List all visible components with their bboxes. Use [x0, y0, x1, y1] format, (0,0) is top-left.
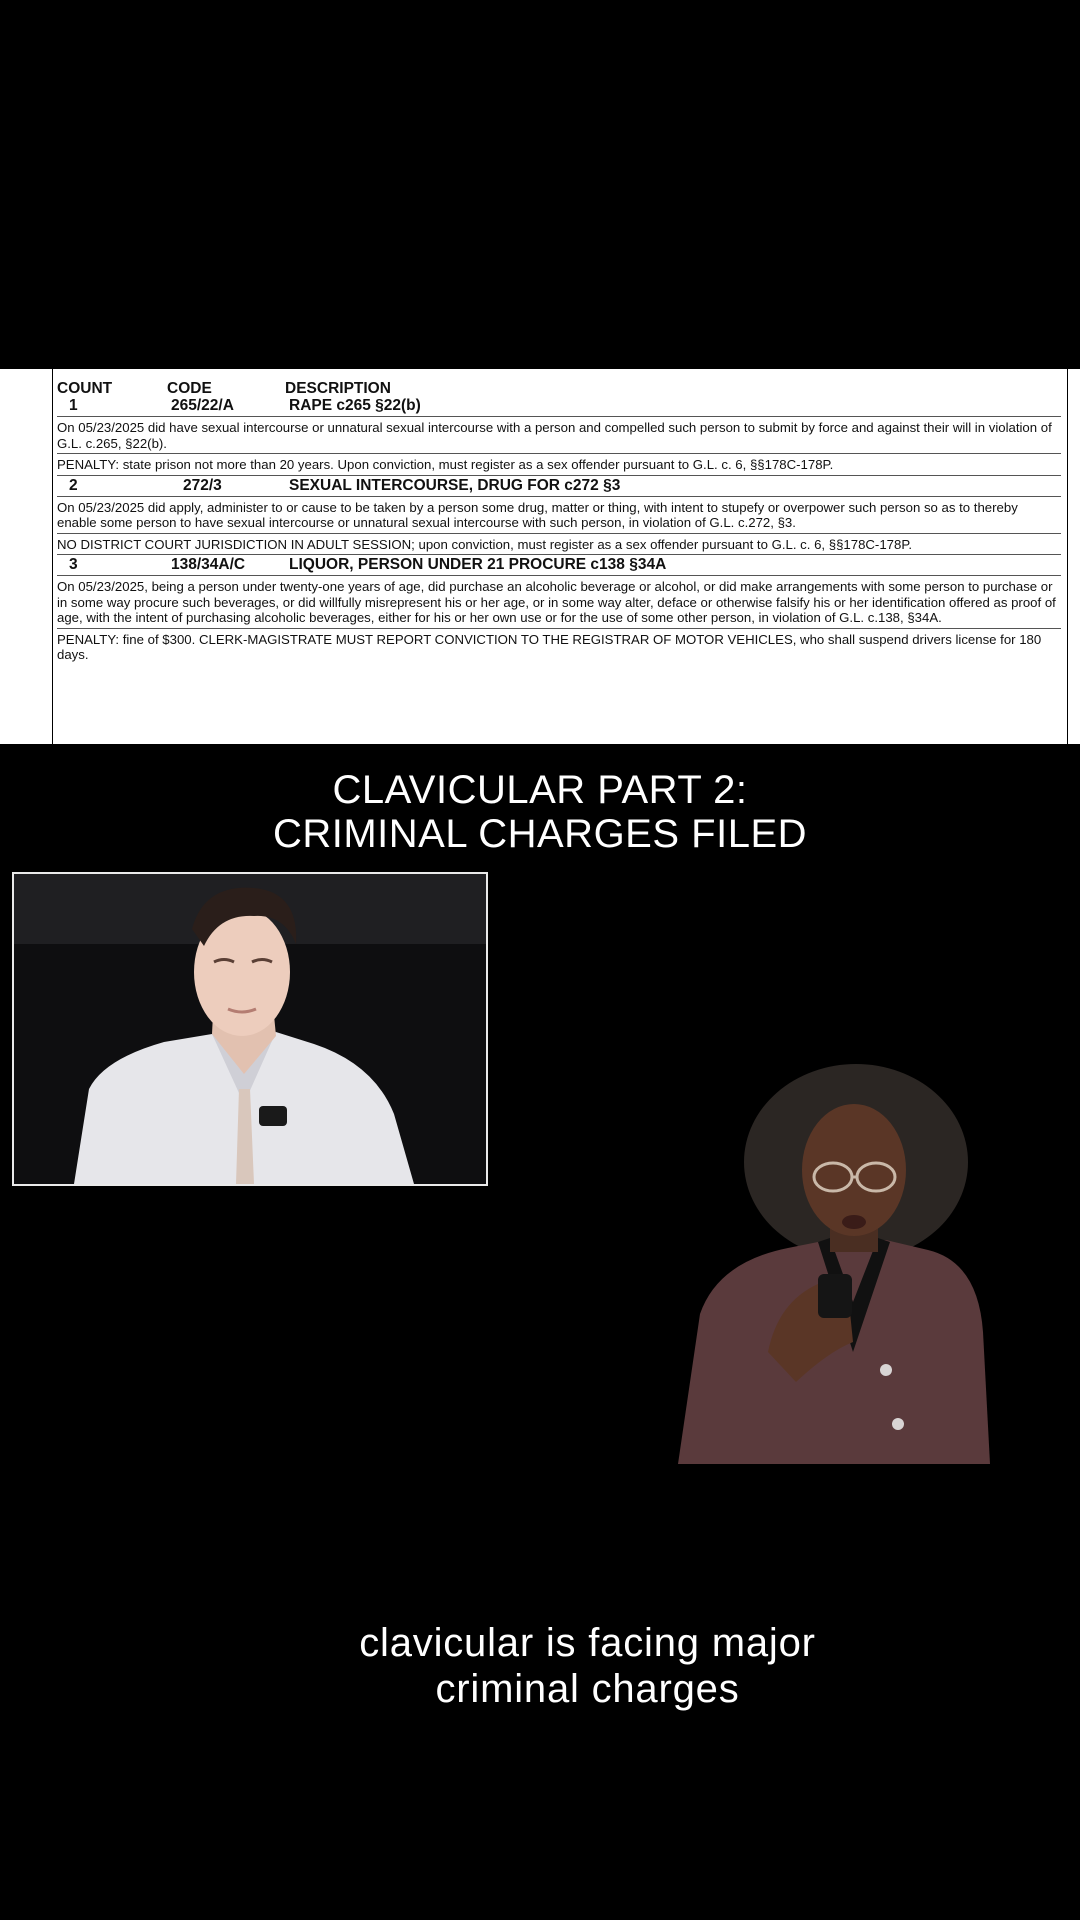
count-text: On 05/23/2025 did apply, administer to or cause to be taken by a person some drug, matter or thing, with intent to stupefy or overpower such person so as to thereby enable some person to have sexual intercourse or unnatural sexual intercourse with such person, in violation of G.L. c.272, §3.: [57, 496, 1061, 533]
header-code: CODE: [167, 379, 212, 397]
count-row-2: [57, 475, 1061, 496]
count-title: LIQUOR, PERSON UNDER 21 PROCURE c138 §34A: [289, 556, 667, 574]
header-description: DESCRIPTION: [285, 379, 391, 397]
count-number: 2: [69, 476, 78, 494]
count-code: 272/3: [183, 476, 222, 494]
header-count: COUNT: [57, 379, 113, 397]
count-text: On 05/23/2025, being a person under twenty-one years of age, did purchase an alcoholic beverage or alcohol, or did make arrangements with some person to purchase or in some way procure such beverages, or did willfully misrepresent his or her age, or in some way alter, deface or otherwise falsify his or her identification offered as proof of age, with the intent of purchasing alcoholic beverages, either for his or her own use or for the use of some other person, in violation of G.L. c.138, §34A.: [57, 575, 1061, 628]
count-row-1: [57, 396, 1061, 416]
presenter-video: [678, 1052, 990, 1464]
charges-document: [0, 366, 1080, 744]
subject-photo-illustration: [14, 874, 486, 1184]
subtitle-caption: [0, 1620, 1080, 1712]
presenter-illustration: [678, 1052, 990, 1464]
count-title: SEXUAL INTERCOURSE, DRUG FOR c272 §3: [289, 476, 621, 494]
caption-line-2: criminal charges: [435, 1667, 740, 1711]
video-title: [0, 768, 1080, 856]
video-title-line-1: CLAVICULAR PART 2:: [332, 768, 748, 812]
count-code: 265/22/A: [171, 397, 234, 415]
video-title-line-2: CRIMINAL CHARGES FILED: [272, 812, 808, 856]
charges-table: [52, 369, 1068, 744]
count-text: On 05/23/2025 did have sexual intercourse or unnatural sexual intercourse with a person and compelled such person to submit by force and against their will in violation of G.L. c.265, §22(b).: [57, 416, 1061, 453]
count-penalty: PENALTY: fine of $300. CLERK-MAGISTRATE MUST REPORT CONVICTION TO THE REGISTRAR OF MOTOR VEHICLES, who shall suspend drivers license for 180 days.: [57, 628, 1061, 665]
count-code: 138/34A/C: [171, 556, 246, 574]
count-number: 3: [69, 556, 78, 574]
count-title: RAPE c265 §22(b): [289, 397, 421, 415]
caption-line-1: clavicular is facing major: [359, 1621, 816, 1665]
count-row-3: [57, 554, 1061, 575]
count-penalty: PENALTY: state prison not more than 20 years. Upon conviction, must register as a sex offender pursuant to G.L. c. 6, §§178C-178P.: [57, 453, 1061, 475]
count-number: 1: [69, 397, 78, 415]
count-penalty: NO DISTRICT COURT JURISDICTION IN ADULT SESSION; upon conviction, must register as a sex offender pursuant to G.L. c. 6, §§178C-178P.: [57, 533, 1061, 555]
subject-photo: [12, 872, 488, 1186]
table-header: [57, 377, 1061, 396]
